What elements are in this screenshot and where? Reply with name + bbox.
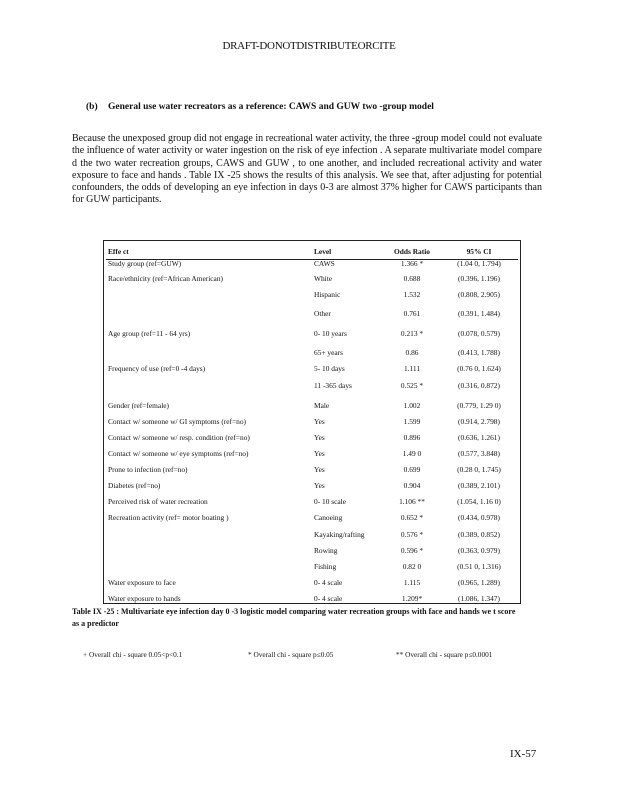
table-row <box>106 364 518 381</box>
page-number: IX-57 <box>510 748 537 760</box>
row-odds-ratio: 1.209* <box>401 594 423 603</box>
row-ci: (0.76 0, 1.624) <box>457 364 501 373</box>
row-odds-ratio: 1.49 0 <box>402 449 422 458</box>
row-ci: (0.51 0, 1.316) <box>457 562 501 571</box>
row-level: Other <box>314 309 331 318</box>
row-ci: (0.078, 0.579) <box>458 329 500 338</box>
row-effect: Water exposure to hands <box>108 594 181 603</box>
table-row <box>106 259 518 274</box>
row-odds-ratio: 1.532 <box>403 290 421 299</box>
row-level: CAWS <box>314 259 335 268</box>
section-number: (b) <box>86 102 98 112</box>
table-caption: Table IX -25 : Multivariate eye infection day 0 -3 logistic model comparing water recreation groups with face and hands we t score as a predictor <box>72 607 516 628</box>
table-row <box>106 417 518 433</box>
table-row <box>106 530 518 546</box>
row-level: 65+ years <box>314 348 343 357</box>
row-level: Yes <box>314 433 325 442</box>
row-effect <box>106 381 312 401</box>
row-odds-ratio: 0.82 0 <box>402 562 422 571</box>
table-row <box>106 274 518 290</box>
table-row <box>106 497 518 513</box>
table-row <box>106 465 518 481</box>
section-title: General use water recreators as a reference: CAWS and GUW two -group model <box>108 102 434 112</box>
row-odds-ratio: 1.115 <box>403 578 421 587</box>
table-row <box>106 449 518 465</box>
header-odds-ratio: Odds Ratio <box>394 246 430 256</box>
row-level: 0- 4 scale <box>314 594 343 603</box>
body-paragraph: Because the unexposed group did not engage in recreational water activity, the three -group model could not evaluate the influence of water activity or water ingestion on the risk of eye infection . A separate multivariate model compare d the two water recreation groups, CAWS and GUW , to one another, and included recreational activity and water exposure to face and hands . Table IX -25 shows the results of this analysis. We see that, after adjusting for potential confounders, the odds of developing an eye infection in days 0-3 are almost 37% higher for CAWS participants than for GUW participants. <box>72 133 542 206</box>
row-ci: (0.779, 1.29 0) <box>457 401 501 410</box>
row-ci: (1.054, 1.16 0) <box>457 497 501 506</box>
row-effect: Diabetes (ref=no) <box>108 481 161 490</box>
header-ci: 95% CI <box>466 246 492 256</box>
row-effect: Recreation activity (ref= motor boating ) <box>108 513 229 522</box>
row-ci: (0.389, 2.101) <box>458 481 500 490</box>
row-odds-ratio: 0.688 <box>403 274 421 283</box>
header-effect: Effe ct <box>108 246 129 256</box>
row-odds-ratio: 0.525 * <box>400 381 424 390</box>
table-row <box>106 381 518 401</box>
row-level: Yes <box>314 481 325 490</box>
row-ci: (0.636, 1.261) <box>458 433 500 442</box>
row-odds-ratio: 1.106 ** <box>399 497 425 506</box>
row-ci: (0.965, 1.289) <box>458 578 500 587</box>
row-effect <box>106 348 312 364</box>
row-level: Canoeing <box>314 513 343 522</box>
row-ci: (0.413, 1.788) <box>458 348 500 357</box>
row-ci: (1.086, 1.347) <box>458 594 500 603</box>
results-table <box>106 243 518 609</box>
row-ci: (0.389, 0.852) <box>458 530 500 539</box>
row-effect: Study group (ref=GUW) <box>108 259 182 268</box>
row-odds-ratio: 1.111 <box>403 364 421 373</box>
row-odds-ratio: 0.652 * <box>400 513 424 522</box>
row-odds-ratio: 0.213 * <box>400 329 424 338</box>
table-row <box>106 562 518 578</box>
table-row <box>106 309 518 329</box>
row-odds-ratio: 1.366 * <box>400 259 424 268</box>
row-ci: (0.316, 0.872) <box>458 381 500 390</box>
table-row <box>106 290 518 309</box>
row-effect: Race/ethnicity (ref=African American) <box>108 274 223 283</box>
table-row <box>106 433 518 449</box>
row-level: 5- 10 days <box>314 364 345 373</box>
row-ci: (0.434, 0.978) <box>458 513 500 522</box>
row-ci: (0.396, 1.196) <box>458 274 500 283</box>
row-ci: (0.914, 2.798) <box>458 417 500 426</box>
row-ci: (0.363, 0.979) <box>458 546 500 555</box>
row-odds-ratio: 1.002 <box>403 401 421 410</box>
row-level: 11 -365 days <box>314 381 352 390</box>
row-ci: (0.391, 1.484) <box>458 309 500 318</box>
table-row <box>106 348 518 364</box>
row-effect: Frequency of use (ref=0 -4 days) <box>108 364 206 373</box>
row-odds-ratio: 1.599 <box>403 417 421 426</box>
row-effect: Gender (ref=female) <box>108 401 169 410</box>
footnote-double-star: ** Overall chi - square p≤0.0001 <box>396 650 493 659</box>
row-ci: (1.04 0, 1.794) <box>457 259 501 268</box>
row-effect <box>106 546 312 562</box>
table-row <box>106 401 518 417</box>
row-effect: Prone to infection (ref=no) <box>108 465 188 474</box>
footnote-plus: + Overall chi - square 0.05<p<0.1 <box>83 650 183 659</box>
row-odds-ratio: 0.904 <box>403 481 421 490</box>
row-odds-ratio: 0.86 <box>405 348 419 357</box>
table-row <box>106 578 518 594</box>
row-effect: Contact w/ someone w/ eye symptoms (ref=no) <box>108 449 249 458</box>
footnote-star: * Overall chi - square p≤0.05 <box>248 650 334 659</box>
row-level: Hispanic <box>314 290 341 299</box>
row-level: Rowing <box>314 546 338 555</box>
row-effect: Contact w/ someone w/ resp. condition (ref=no) <box>108 433 250 442</box>
row-level: Yes <box>314 449 325 458</box>
table-row <box>106 481 518 497</box>
row-effect <box>106 309 312 329</box>
row-odds-ratio: 0.699 <box>403 465 421 474</box>
row-effect <box>106 562 312 578</box>
row-effect <box>106 290 312 309</box>
row-effect: Age group (ref=11 - 64 yrs) <box>108 329 191 338</box>
row-ci: (0.577, 3.848) <box>458 449 500 458</box>
row-level: 0- 10 scale <box>314 497 347 506</box>
row-odds-ratio: 0.576 * <box>400 530 424 539</box>
row-level: Fishing <box>314 562 337 571</box>
row-odds-ratio: 0.896 <box>403 433 421 442</box>
row-level: Kayaking/rafting <box>314 530 365 539</box>
row-odds-ratio: 0.596 * <box>400 546 424 555</box>
row-level: 0- 10 years <box>314 329 347 338</box>
row-effect: Contact w/ someone w/ GI symptoms (ref=no) <box>108 417 246 426</box>
row-effect: Perceived risk of water recreation <box>108 497 208 506</box>
table-header-row <box>106 243 518 259</box>
row-odds-ratio: 0.761 <box>403 309 421 318</box>
table-row <box>106 513 518 530</box>
header-level: Level <box>314 246 332 256</box>
row-ci: (0.28 0, 1.745) <box>457 465 501 474</box>
table-row <box>106 329 518 348</box>
row-effect: Water exposure to face <box>108 578 176 587</box>
row-level: White <box>314 274 333 283</box>
row-effect <box>106 530 312 546</box>
row-level: 0- 4 scale <box>314 578 343 587</box>
row-level: Yes <box>314 417 325 426</box>
table-row <box>106 546 518 562</box>
draft-header: DRAFT-DONOTDISTRIBUTEORCITE <box>222 40 396 52</box>
row-level: Yes <box>314 465 325 474</box>
row-level: Male <box>314 401 330 410</box>
row-ci: (0.808, 2.905) <box>458 290 500 299</box>
